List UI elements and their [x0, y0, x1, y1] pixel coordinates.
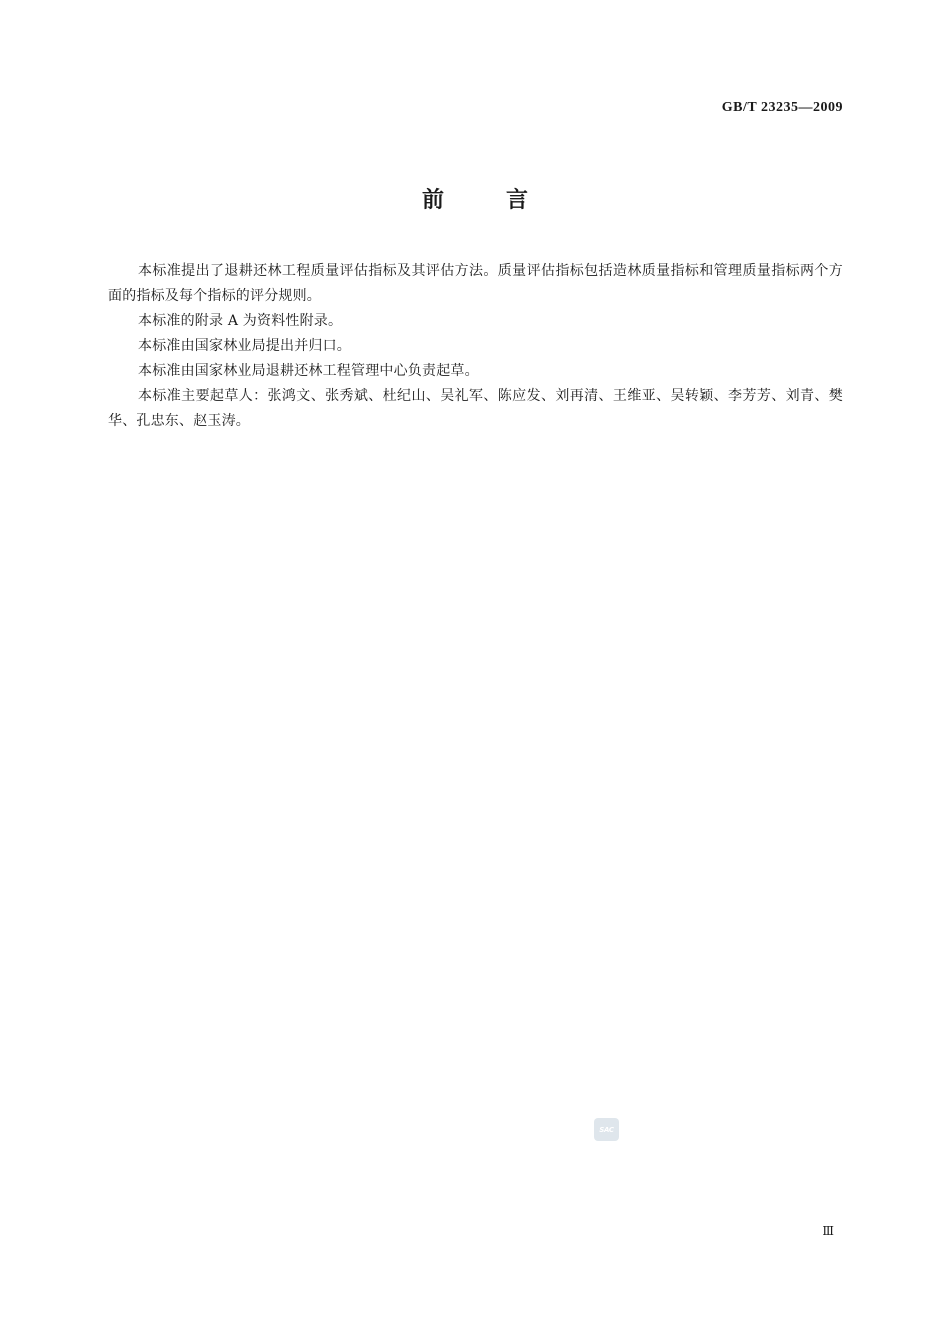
page-title-second-char: 言 — [506, 188, 529, 213]
page-title-first-char: 前 — [421, 188, 444, 213]
paragraph-scope: 本标准提出了退耕还林工程质量评估指标及其评估方法。质量评估指标包括造林质量指标和管理质量指标两个方面的指标及每个指标的评分规则。 — [108, 263, 843, 304]
paragraph-appendix: 本标准的附录 A 为资料性附录。 — [138, 313, 343, 329]
sac-watermark-logo: SAC — [594, 1118, 619, 1141]
paragraph-drafters: 本标准主要起草人：张鸿文、张秀斌、杜纪山、吴礼军、陈应发、刘再清、王维亚、吴转颖、李芳芳、刘青、樊华、孔忠东、赵玉涛。 — [108, 388, 843, 429]
page-title — [0, 183, 950, 214]
paragraph-drafting-unit: 本标准由国家林业局退耕还林工程管理中心负责起草。 — [138, 363, 479, 379]
page-number: Ⅲ — [822, 1224, 834, 1238]
document-body — [108, 259, 843, 434]
paragraph-proposer: 本标准由国家林业局提出并归口。 — [138, 338, 351, 354]
standard-code: GB/T 23235—2009 — [721, 100, 843, 115]
